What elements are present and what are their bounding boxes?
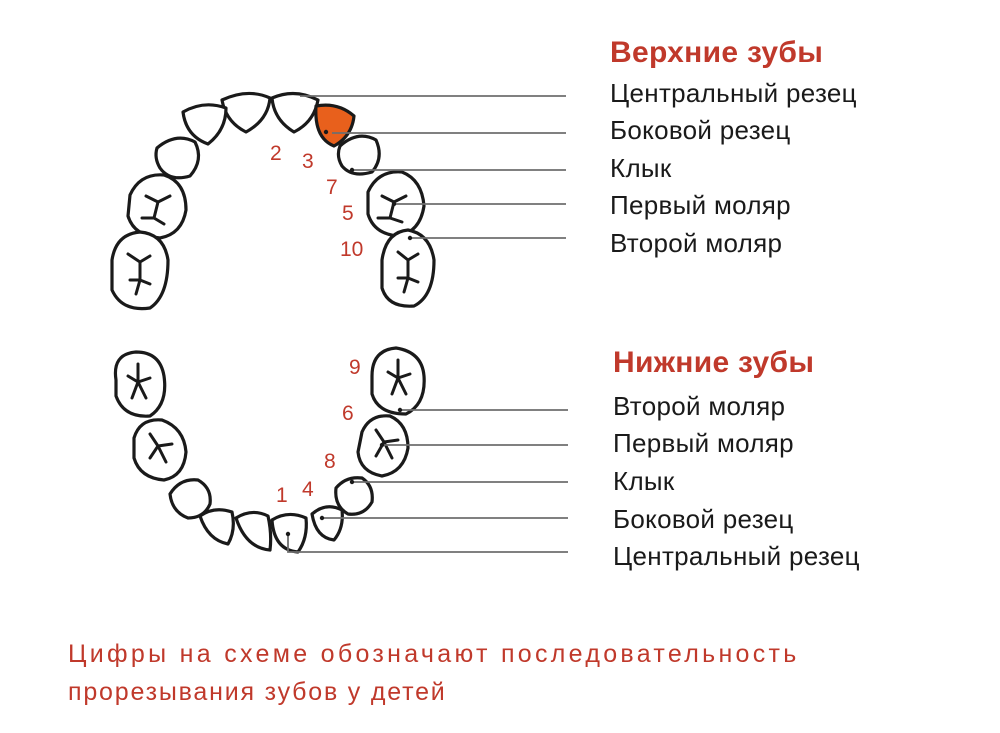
- lower-canine-number: 8: [324, 450, 336, 473]
- upper-label-canine: Клык: [610, 153, 672, 183]
- upper-teeth-heading: Верхние зубы: [610, 36, 824, 69]
- lower-lateral-incisor-number: 4: [302, 478, 314, 501]
- upper-label-first-molar: Первый моляр: [610, 190, 791, 220]
- lower-label-second-molar: Второй моляр: [613, 391, 786, 421]
- lower-label-canine: Клык: [613, 466, 675, 496]
- lower-label-lateral-incisor: Боковой резец: [613, 504, 794, 534]
- upper-first-molar-number: 5: [342, 202, 354, 225]
- upper-lateral-incisor-number: 2: [270, 142, 282, 165]
- upper-first-molar-dot: [392, 202, 396, 206]
- lower-central-incisor-dot: [286, 532, 290, 536]
- upper-label-central-incisor: Центральный резец: [610, 78, 857, 108]
- upper-label-lateral-incisor: Боковой резец: [610, 115, 791, 145]
- lower-label-central-incisor: Центральный резец: [613, 541, 860, 571]
- upper-lateral-incisor-dot: [324, 130, 328, 134]
- lower-left-lateral-incisor: [200, 510, 233, 544]
- upper-left-canine: [156, 138, 199, 178]
- upper-arch: [112, 93, 434, 308]
- upper-canine-number: 7: [326, 176, 338, 199]
- lower-lateral-incisor-dot: [320, 516, 324, 520]
- upper-right-central-incisor: [272, 93, 318, 132]
- footnote-line-2: прорезывания зубов у детей: [68, 678, 447, 706]
- upper-right-canine: [338, 136, 379, 174]
- upper-canine-dot: [350, 168, 354, 172]
- upper-second-molar-dot: [408, 236, 412, 240]
- lower-first-molar-dot: [380, 443, 384, 447]
- lower-second-molar-dot: [398, 408, 402, 412]
- lower-right-lateral-incisor: [312, 507, 342, 540]
- lower-teeth-heading: Нижние зубы: [613, 346, 815, 379]
- upper-central-incisor-number: 3: [302, 150, 314, 173]
- footnote-line-1: Цифры на схеме обозначают последовательность: [68, 640, 800, 668]
- lower-arch: [115, 348, 424, 552]
- upper-second-molar-number: 10: [340, 238, 364, 261]
- lower-second-molar-number: 9: [349, 356, 361, 379]
- lower-left-central-incisor: [236, 512, 271, 550]
- upper-left-central-incisor: [222, 93, 270, 132]
- lower-label-first-molar: Первый моляр: [613, 428, 794, 458]
- lower-central-incisor-number: 1: [276, 484, 288, 507]
- lower-canine-dot: [350, 480, 354, 484]
- upper-label-second-molar: Второй моляр: [610, 228, 783, 258]
- lower-first-molar-number: 6: [342, 402, 354, 425]
